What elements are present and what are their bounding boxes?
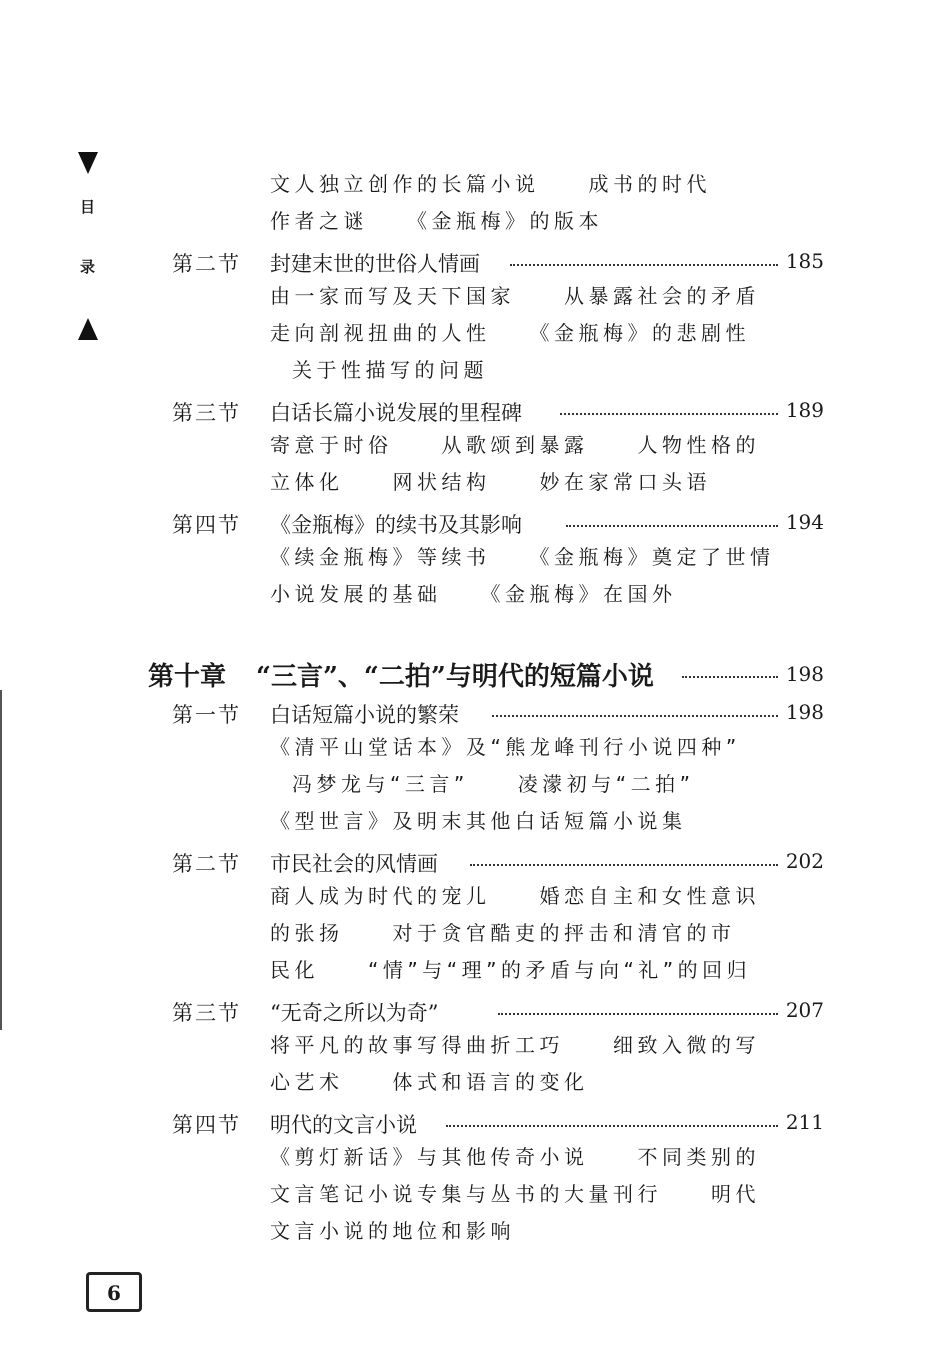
toc-desc-line: 文人独立创作的长篇小说 成书的时代	[270, 172, 711, 196]
toc-desc-line: 《清平山堂话本》及“熊龙峰刊行小说四种”	[270, 735, 741, 759]
toc-desc-line: 关于性描写的问题	[292, 358, 488, 382]
toc-desc-line: 《型世言》及明末其他白话短篇小说集	[270, 809, 687, 833]
leader-dots	[682, 674, 778, 678]
section-title[interactable]: 白话长篇小说发展的里程碑	[270, 401, 522, 425]
toc-desc-line: 文言笔记小说专集与丛书的大量刊行 明代	[270, 1182, 760, 1206]
leader-dots	[492, 713, 778, 717]
toc-desc-line: 立体化 网状结构 妙在家常口头语	[270, 470, 711, 494]
page-number[interactable]: 198	[785, 662, 824, 686]
leader-dots	[566, 523, 778, 527]
section-label: 第四节	[172, 1113, 241, 1137]
side-label-lu: 录	[80, 258, 96, 276]
section-title[interactable]: 封建末世的世俗人情画	[270, 252, 480, 276]
leader-dots	[498, 1011, 778, 1015]
section-label: 第三节	[172, 1001, 241, 1025]
toc-desc-line: 文言小说的地位和影响	[270, 1219, 515, 1243]
page-number[interactable]: 202	[785, 849, 824, 873]
triangle-up-icon	[78, 318, 98, 340]
toc-desc-line: 《剪灯新话》与其他传奇小说 不同类别的	[270, 1145, 760, 1169]
section-title[interactable]: 明代的文言小说	[270, 1113, 417, 1137]
section-title[interactable]: “无奇之所以为奇”	[270, 1001, 439, 1025]
leader-dots	[446, 1123, 778, 1127]
side-label-mu: 目	[80, 198, 96, 216]
page-edge-divider	[0, 690, 2, 1030]
page-number[interactable]: 189	[785, 398, 824, 422]
leader-dots	[470, 862, 778, 866]
section-label: 第一节	[172, 703, 241, 727]
toc-desc-line: 商人成为时代的宠儿 婚恋自主和女性意识	[270, 884, 760, 908]
page-number[interactable]: 211	[785, 1110, 824, 1134]
page-number[interactable]: 185	[785, 249, 824, 273]
section-label: 第二节	[172, 252, 241, 276]
section-title[interactable]: 《金瓶梅》的续书及其影响	[270, 513, 522, 537]
chapter-title[interactable]: “三言”、“二拍”与明代的短篇小说	[256, 662, 654, 692]
section-label: 第三节	[172, 401, 241, 425]
toc-desc-line: 《续金瓶梅》等续书 《金瓶梅》奠定了世情	[270, 545, 775, 569]
page-number[interactable]: 207	[785, 998, 824, 1022]
section-label: 第四节	[172, 513, 241, 537]
toc-desc-line: 走向剖视扭曲的人性 《金瓶梅》的悲剧性	[270, 321, 750, 345]
footer-page-number: 6	[107, 1281, 121, 1305]
page-number[interactable]: 198	[785, 700, 824, 724]
section-title[interactable]: 市民社会的风情画	[270, 852, 438, 876]
toc-desc-line: 冯梦龙与“三言” 凌濛初与“二拍”	[292, 772, 695, 796]
chapter-label: 第十章	[148, 662, 227, 692]
toc-desc-line: 心艺术 体式和语言的变化	[270, 1070, 589, 1094]
page-number[interactable]: 194	[785, 510, 824, 534]
toc-desc-line: 民化 “情”与“理”的矛盾与向“礼”的回归	[270, 958, 752, 982]
triangle-down-icon	[78, 152, 98, 174]
toc-desc-line: 小说发展的基础 《金瓶梅》在国外	[270, 582, 677, 606]
section-title[interactable]: 白话短篇小说的繁荣	[270, 703, 459, 727]
footer-page-number-box	[86, 1272, 142, 1312]
toc-desc-line: 寄意于时俗 从歌颂到暴露 人物性格的	[270, 433, 760, 457]
toc-desc-line: 由一家而写及天下国家 从暴露社会的矛盾	[270, 284, 760, 308]
section-label: 第二节	[172, 852, 241, 876]
toc-desc-line: 作者之谜 《金瓶梅》的版本	[270, 209, 603, 233]
toc-desc-line: 将平凡的故事写得曲折工巧 细致入微的写	[270, 1033, 760, 1057]
leader-dots	[510, 262, 778, 266]
leader-dots	[560, 411, 778, 415]
toc-desc-line: 的张扬 对于贪官酷吏的抨击和清官的市	[270, 921, 736, 945]
